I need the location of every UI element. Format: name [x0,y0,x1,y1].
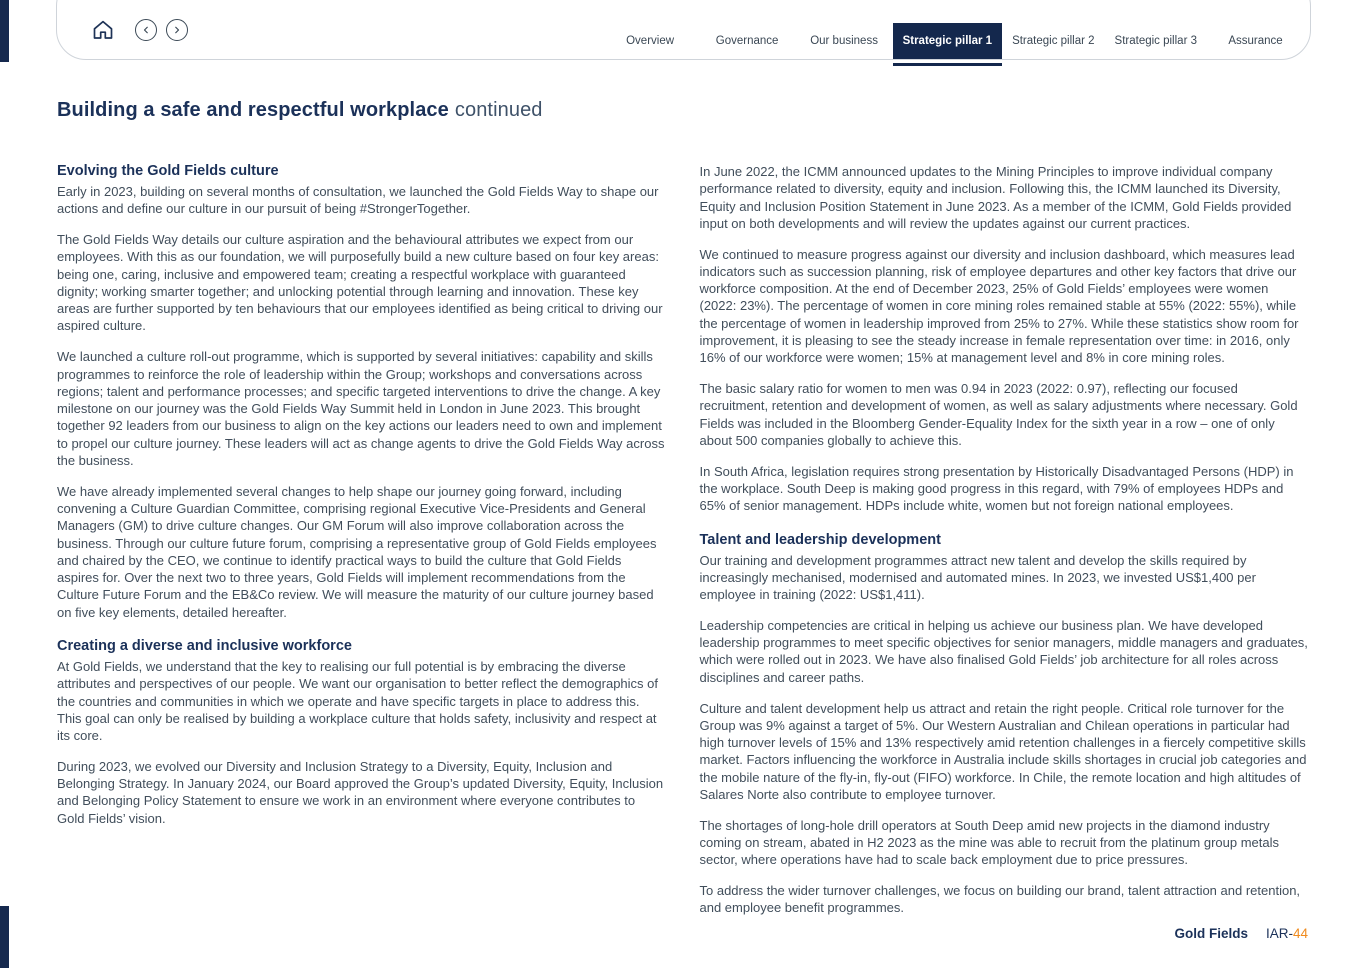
paragraph: We continued to measure progress against our diversity and inclusion dashboard, which measures lead indicators such as succession planning, risk of employee departures and other key factors that drive our workforce composition. At the end of December 2023, 25% of Gold Fields’ employees were women (2022: 23%). The percentage of women in core mining roles remained stable at 55% (2022: 55%), while the percentage of women in leadership improved from 25% to 27%. While these statistics show room for improvement, it is pleasing to see the steady increase in female representation over time: in 2016, only 16% of our workforce were women; 15% at management level and 8% in core mining roles. [699,246,1299,366]
page-number: 44 [1292,926,1308,941]
section-heading-talent-leadership: Talent and leadership development [699,531,941,548]
tab-governance[interactable]: Governance [715,35,779,47]
paragraph: To address the wider turnover challenges, we focus on building our brand, talent attraction and retention, and employee benefit programmes. [699,883,1301,916]
paragraph: During 2023, we evolved our Diversity and Inclusion Strategy to a Diversity, Equity, Inclusion and Belonging Strategy. In January 2024, our Board approved the Group’s updated Diversity, Equity, Inclusion and Belonging Policy Statement to ensure we work in an environment where everyone contributes to Gold Fields’ vision. [57,758,664,826]
page-reference [1266,926,1308,941]
nav-forward-button[interactable] [166,19,188,41]
top-navigation-inner [91,1,1304,59]
right-column [700,163,1309,930]
paragraph: The shortages of long-hole drill operators at South Deep amid new projects in the diamond industry coming on stream, abated in H2 2023 as the mine was able to recruit from the platinum group metals sector, where operations have had to scale back employment due to price pressures. [699,817,1280,868]
paragraph: Our training and development programmes attract new talent and develop the skills required by increasingly mechanised, modernised and automated mines. In 2023, we invested US$1,400 per employee in training (2022: US$1,411). [699,552,1256,603]
tab-strategic-pillar-2[interactable]: Strategic pillar 2 [1012,35,1095,47]
paragraph: In South Africa, legislation requires strong presentation by Historically Disadvantaged Persons (HDP) in the workplace. South Deep is making good progress in this regard, with 79% of employees HDPs and 65% of senior management. HDPs include white, women but not foreign national employees. [699,463,1294,514]
paragraph: In June 2022, the ICMM announced updates to the Mining Principles to improve individual company performance related to diversity, equity and inclusion. Following this, the ICMM launched its Diversity, Equity and Inclusion Position Statement in June 2023. As a member of the ICMM, Gold Fields provided input on both developments and will review the updates against our current practices. [699,164,1292,231]
paragraph: Early in 2023, building on several months of consultation, we launched the Gold Fields Way to shape our actions and define our culture in our pursuit of being #StrongerTogether. [57,184,659,217]
top-navigation-bar [56,0,1311,60]
page-reference-prefix: IAR- [1265,926,1293,941]
home-button[interactable] [91,18,115,42]
document-body [57,163,1308,930]
tab-strategic-pillar-1[interactable]: Strategic pillar 1 [893,23,1002,59]
paragraph: We launched a culture roll-out programme, which is supported by several initiatives: capability and skills programmes to reinforce the role of leadership within the Group; workshops and conversations across regions; talent and performance processes; and specific targeted interventions to drive the change. A key milestone on our journey was the Gold Fields Way Summit held in London in June 2023. This brought together 92 leaders from our business to align on the key actions our leaders need to own and implement to propel our culture journey. These leaders will act as change agents to drive the Gold Fields Way across the business. [57,349,665,468]
section-tabs [602,1,1304,59]
tab-assurance[interactable]: Assurance [1228,35,1283,47]
home-icon [91,18,115,42]
tab-overview[interactable]: Overview [626,35,675,47]
paragraph: The basic salary ratio for women to men was 0.94 in 2023 (2022: 0.97), reflecting our focused recruitment, retention and development of women, as well as salary adjustments where necessary. Gold Fields was included in the Bloomberg Gender-Equality Index for the sixth year in a row – one of only about 500 companies globally to achieve this. [699,381,1298,448]
page-title [57,99,543,122]
nav-back-button[interactable] [135,19,157,41]
page-footer [1174,926,1308,941]
page-title-text: Building a safe and respectful workplace [57,99,449,121]
tab-our-business[interactable]: Our business [810,35,878,47]
paragraph: Leadership competencies are critical in helping us achieve our business plan. We have developed leadership programmes to meet specific objectives for senior managers, middle managers and graduates, which were rolled out in 2023. We have also finalised Gold Fields’ job architecture for all roles across disciplines and career paths. [699,617,1308,685]
tab-strategic-pillar-3[interactable]: Strategic pillar 3 [1114,35,1197,47]
paragraph: The Gold Fields Way details our culture aspiration and the behavioural attributes we expect from our employees. With this as our foundation, we will purposefully build a new culture based on four key areas: being one, caring, inclusive and empowered team; creating a respectful workplace with guaranteed dignity; working smarter together; and unlocking potential through learning and innovation. These key areas are further supported by ten behaviours that our employees identified as being critical to driving our aspired culture. [57,232,663,334]
chevron-right-icon [171,24,183,36]
section-heading-diverse-workforce: Creating a diverse and inclusive workforce [57,637,352,654]
paragraph: We have already implemented several changes to help shape our journey going forward, including convening a Culture Guardian Committee, comprising regional Executive Vice-Presidents and General Managers (GM) to drive culture changes. Our GM Forum will also improve collaboration across the business. Through our culture future forum, comprising a representative group of Gold Fields employees and chaired by the CEO, we continue to identify practical ways to build the culture that Gold Fields aspires for. Over the next two to three years, Gold Fields will implement recommendations from the Culture Future Forum and the EB&Co review. We will measure the maturity of our culture journey based on five key elements, detailed hereafter. [57,483,657,620]
chevron-left-icon [140,24,152,36]
left-column [57,163,666,930]
left-edge-accent-top [0,0,9,62]
left-edge-accent-bottom [0,906,9,968]
paragraph: At Gold Fields, we understand that the key to realising our full potential is by embracing the diverse attributes and perspectives of our people. We want our organisation to better reflect the demographics of the countries and communities in which we operate and have specific targets in place to address this. This goal can only be realised by building a workplace culture that holds safety, inclusivity and respect at its core. [57,658,658,744]
paragraph: Culture and talent development help us attract and retain the right people. Critical role turnover for the Group was 9% against a target of 5%. Our Western Australian and Chilean operations in particular had high turnover levels of 15% and 13% respectively amid retention challenges in a fiercely competitive skills market. Factors influencing the workforce in Australia include skills shortages in crucial job categories and the mobile nature of the fly-in, fly-out (FIFO) workforce. In Chile, the remote location and high altitudes of Salares Norte also contribute to employee turnover. [699,700,1307,802]
page-title-suffix: continued [454,99,543,121]
footer-brand: Gold Fields [1174,926,1248,941]
section-heading-evolving-culture: Evolving the Gold Fields culture [57,163,279,179]
